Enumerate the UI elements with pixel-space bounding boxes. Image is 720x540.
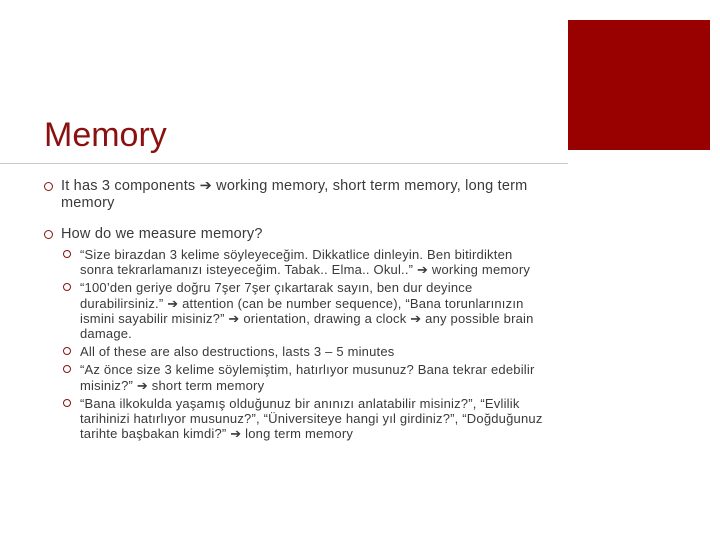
sub-bullet-text: All of these are also destructions, lasts 3 – 5 minutes: [80, 344, 395, 360]
bullet-item: [44, 226, 544, 441]
sub-bullet-text: “Size birazdan 3 kelime söyleyeceğim. Dikkatlice dinleyin. Ben bitirdikten sonra tekrarlamanızı isteyeceğim. Tabak.. Elma.. Okul..” ➔ working memory: [80, 247, 531, 278]
sub-bullet-list: [63, 247, 544, 441]
ring-bullet-icon: [44, 230, 53, 239]
sub-bullet-item: [63, 396, 546, 442]
title-divider: [0, 163, 568, 164]
bullet-text: It has 3 components ➔ working memory, short term memory, long term memory: [61, 178, 528, 211]
ring-bullet-icon: [63, 283, 71, 291]
ring-bullet-icon: [63, 365, 71, 373]
ring-bullet-icon: [63, 399, 71, 407]
sub-bullet-item: [63, 344, 546, 359]
accent-block: [568, 20, 710, 150]
bullet-list: [44, 178, 544, 444]
sub-bullet-text: “Az önce size 3 kelime söylemiştim, hatırlıyor musunuz? Bana tekrar edebilir misiniz?” ➔ short term memory: [80, 362, 535, 393]
ring-bullet-icon: [44, 182, 53, 191]
sub-bullet-item: [63, 247, 546, 277]
sub-bullet-text: “Bana ilkokulda yaşamış olduğunuz bir anınızı anlatabilir misiniz?”, “Evlilik tarihinizi hatırlıyor musunuz?”, “Üniversiteye hangi yıl girdiniz?”, “Doğduğunuz tarihte başbakan kimdi?” ➔ long term memory: [80, 395, 543, 442]
sub-bullet-text: “100’den geriye doğru 7şer 7şer çıkartarak sayın, ben dur deyince durabilirsiniz.” ➔ attention (can be number sequence), “Bana torunlarınızın ismini sayabilir misiniz?” ➔ orientation, drawing a clock ➔ any possible brain damage.: [80, 280, 534, 342]
bullet-item: [44, 178, 544, 212]
bullet-text: How do we measure memory?: [61, 226, 263, 242]
ring-bullet-icon: [63, 250, 71, 258]
ring-bullet-icon: [63, 347, 71, 355]
sub-bullet-item: [63, 280, 546, 341]
slide-title: Memory: [44, 116, 167, 154]
sub-bullet-item: [63, 362, 546, 392]
